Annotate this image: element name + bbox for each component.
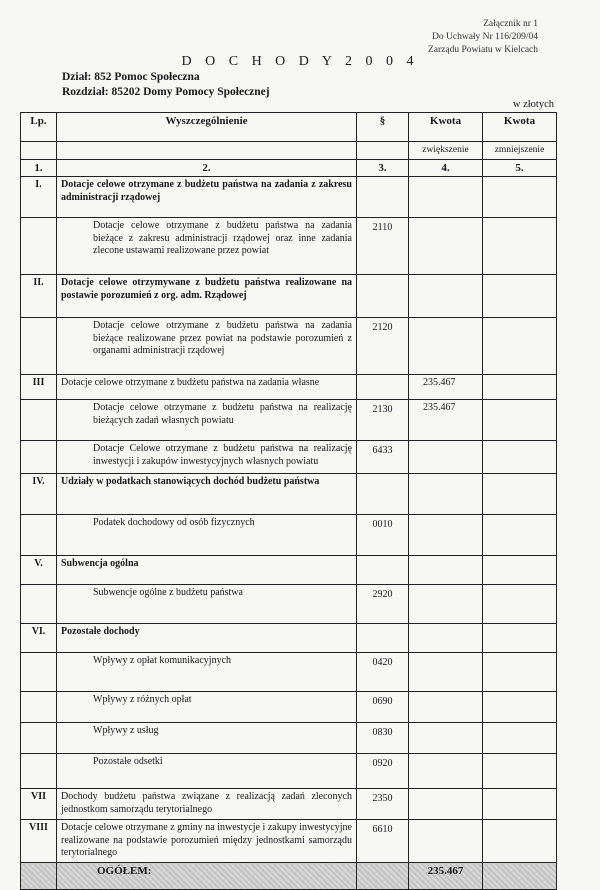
row-description: Dotacje celowe otrzymane z budżetu państwa na zadania bieżące realizowane przez powiat na podstawie porozumień z organami administracji rządowej bbox=[57, 318, 357, 375]
row-paragraph bbox=[357, 275, 409, 318]
row-paragraph: 2920 bbox=[357, 585, 409, 624]
row-decrease bbox=[483, 624, 557, 653]
row-increase: 235.467 bbox=[409, 400, 483, 441]
header-kwota-dec: Kwota bbox=[483, 113, 557, 142]
table-row bbox=[21, 585, 557, 624]
table-row bbox=[21, 692, 557, 723]
row-decrease bbox=[483, 585, 557, 624]
row-lp: I. bbox=[21, 177, 57, 218]
row-lp: VII bbox=[21, 789, 57, 820]
table-row bbox=[21, 653, 557, 692]
row-decrease bbox=[483, 177, 557, 218]
header-wyszczegolnienie: Wyszczególnienie bbox=[57, 113, 357, 142]
row-increase bbox=[409, 624, 483, 653]
row-lp: IV. bbox=[21, 474, 57, 515]
row-description: Dotacje celowe otrzymywane z budżetu państwa realizowane na postawie porozumień z org. adm. Rządowej bbox=[57, 275, 357, 318]
income-table bbox=[20, 112, 557, 890]
row-increase bbox=[409, 692, 483, 723]
row-description: Subwencja ogólna bbox=[57, 556, 357, 585]
row-lp: II. bbox=[21, 275, 57, 318]
row-increase bbox=[409, 585, 483, 624]
row-description: Dotacje celowe otrzymane z budżetu państwa na zadania bieżące z zakresu administracji rządowej oraz inne zadania zlecone ustawami realizowane przez powiat bbox=[57, 218, 357, 275]
total-decrease bbox=[483, 863, 557, 890]
row-lp bbox=[21, 653, 57, 692]
row-decrease bbox=[483, 375, 557, 400]
row-paragraph: 0010 bbox=[357, 515, 409, 556]
row-decrease bbox=[483, 515, 557, 556]
row-lp bbox=[21, 515, 57, 556]
row-lp bbox=[21, 318, 57, 375]
row-decrease bbox=[483, 556, 557, 585]
row-description: Dotacje celowe otrzymane z budżetu państwa na zadania z zakresu administracji rządowej bbox=[57, 177, 357, 218]
row-paragraph: 6610 bbox=[357, 820, 409, 863]
colnum-2: 2. bbox=[57, 159, 357, 177]
row-increase bbox=[409, 474, 483, 515]
row-paragraph: 0690 bbox=[357, 692, 409, 723]
row-increase: 235.467 bbox=[409, 375, 483, 400]
table-row bbox=[21, 556, 557, 585]
row-increase bbox=[409, 275, 483, 318]
row-paragraph: 0420 bbox=[357, 653, 409, 692]
row-decrease bbox=[483, 441, 557, 474]
row-description: Dochody budżetu państwa związane z realizacją zadań zleconych jednostkom samorządu terytorialnego bbox=[57, 789, 357, 820]
row-decrease bbox=[483, 400, 557, 441]
row-increase bbox=[409, 177, 483, 218]
row-description: Pozostałe dochody bbox=[57, 624, 357, 653]
subheader-row bbox=[21, 142, 557, 160]
table-row bbox=[21, 754, 557, 789]
table-row bbox=[21, 474, 557, 515]
row-description: Subwencje ogólne z budżetu państwa bbox=[57, 585, 357, 624]
document-title: D O C H O D Y 2 0 0 4 bbox=[181, 54, 419, 69]
header-row bbox=[21, 113, 557, 142]
table-row bbox=[21, 275, 557, 318]
row-description: Udziały w podatkach stanowiących dochód budżetu państwa bbox=[57, 474, 357, 515]
table-row bbox=[21, 820, 557, 863]
header-paragraph: § bbox=[357, 113, 409, 142]
row-decrease bbox=[483, 820, 557, 863]
row-description: Dotacje Celowe otrzymane z budżetu państwa na realizację inwestycji i zakupów inwestycyjnych własnych powiatu bbox=[57, 441, 357, 474]
header-kwota-inc: Kwota bbox=[409, 113, 483, 142]
row-lp: V. bbox=[21, 556, 57, 585]
row-lp: VIII bbox=[21, 820, 57, 863]
colnum-3: 3. bbox=[357, 159, 409, 177]
row-lp bbox=[21, 441, 57, 474]
row-description: Dotacje celowe otrzymane z gminy na inwestycje i zakupy inwestycyjne realizowane na podstawie porozumień między jednostkami samorządu terytorialnego bbox=[57, 820, 357, 863]
annex-header bbox=[358, 18, 538, 57]
row-lp bbox=[21, 585, 57, 624]
row-increase bbox=[409, 754, 483, 789]
table-row bbox=[21, 723, 557, 754]
row-description: Dotacje celowe otrzymane z budżetu państwa na zadania własne bbox=[57, 375, 357, 400]
row-lp bbox=[21, 692, 57, 723]
row-increase bbox=[409, 789, 483, 820]
rozdzial-label: Rozdział: 85202 Domy Pomocy Społecznej bbox=[62, 86, 270, 98]
row-paragraph: 0920 bbox=[357, 754, 409, 789]
annex-line-2: Do Uchwały Nr 116/209/04 bbox=[432, 32, 538, 42]
row-paragraph bbox=[357, 375, 409, 400]
table-row bbox=[21, 441, 557, 474]
total-increase: 235.467 bbox=[409, 863, 483, 890]
header-lp: Lp. bbox=[21, 113, 57, 142]
table-row bbox=[21, 318, 557, 375]
subheader-zwiekszenie: zwiększenie bbox=[409, 142, 483, 160]
subheader-zmniejszenie: zmniejszenie bbox=[483, 142, 557, 160]
row-paragraph: 2350 bbox=[357, 789, 409, 820]
row-increase bbox=[409, 318, 483, 375]
row-increase bbox=[409, 653, 483, 692]
row-lp bbox=[21, 400, 57, 441]
colnum-4: 4. bbox=[409, 159, 483, 177]
table-row bbox=[21, 624, 557, 653]
row-paragraph: 2120 bbox=[357, 318, 409, 375]
row-paragraph bbox=[357, 474, 409, 515]
row-description: Wpływy z opłat komunikacyjnych bbox=[57, 653, 357, 692]
row-description: Pozostałe odsetki bbox=[57, 754, 357, 789]
row-decrease bbox=[483, 723, 557, 754]
row-decrease bbox=[483, 474, 557, 515]
row-lp: III bbox=[21, 375, 57, 400]
row-description: Wpływy z usług bbox=[57, 723, 357, 754]
row-decrease bbox=[483, 754, 557, 789]
table-row bbox=[21, 177, 557, 218]
row-decrease bbox=[483, 218, 557, 275]
row-paragraph: 6433 bbox=[357, 441, 409, 474]
row-description: Dotacje celowe otrzymane z budżetu państwa na realizację bieżących zadań własnych powiatu bbox=[57, 400, 357, 441]
row-increase bbox=[409, 723, 483, 754]
annex-line-1: Załącznik nr 1 bbox=[483, 19, 538, 29]
row-increase bbox=[409, 556, 483, 585]
row-decrease bbox=[483, 653, 557, 692]
row-decrease bbox=[483, 318, 557, 375]
total-row bbox=[21, 863, 557, 890]
colnum-1: 1. bbox=[21, 159, 57, 177]
row-decrease bbox=[483, 692, 557, 723]
row-lp: VI. bbox=[21, 624, 57, 653]
row-paragraph: 2130 bbox=[357, 400, 409, 441]
row-paragraph bbox=[357, 624, 409, 653]
row-lp bbox=[21, 723, 57, 754]
row-lp bbox=[21, 218, 57, 275]
row-paragraph: 0830 bbox=[357, 723, 409, 754]
table-row bbox=[21, 789, 557, 820]
table-row bbox=[21, 375, 557, 400]
row-paragraph bbox=[357, 556, 409, 585]
dzial-label: Dział: 852 Pomoc Społeczna bbox=[62, 71, 200, 83]
row-increase bbox=[409, 218, 483, 275]
row-increase bbox=[409, 441, 483, 474]
total-label: OGÓŁEM: bbox=[57, 863, 357, 890]
row-paragraph: 2110 bbox=[357, 218, 409, 275]
row-decrease bbox=[483, 275, 557, 318]
row-description: Wpływy z różnych opłat bbox=[57, 692, 357, 723]
table-row bbox=[21, 400, 557, 441]
column-number-row bbox=[21, 159, 557, 177]
row-lp bbox=[21, 754, 57, 789]
row-paragraph bbox=[357, 177, 409, 218]
section-info bbox=[62, 70, 270, 100]
currency-unit: w złotych bbox=[512, 99, 554, 110]
table-row bbox=[21, 515, 557, 556]
annex-line-3: Zarządu Powiatu w Kielcach bbox=[428, 45, 538, 55]
row-decrease bbox=[483, 789, 557, 820]
row-description: Podatek dochodowy od osób fizycznych bbox=[57, 515, 357, 556]
row-increase bbox=[409, 820, 483, 863]
table-row bbox=[21, 218, 557, 275]
row-increase bbox=[409, 515, 483, 556]
colnum-5: 5. bbox=[483, 159, 557, 177]
